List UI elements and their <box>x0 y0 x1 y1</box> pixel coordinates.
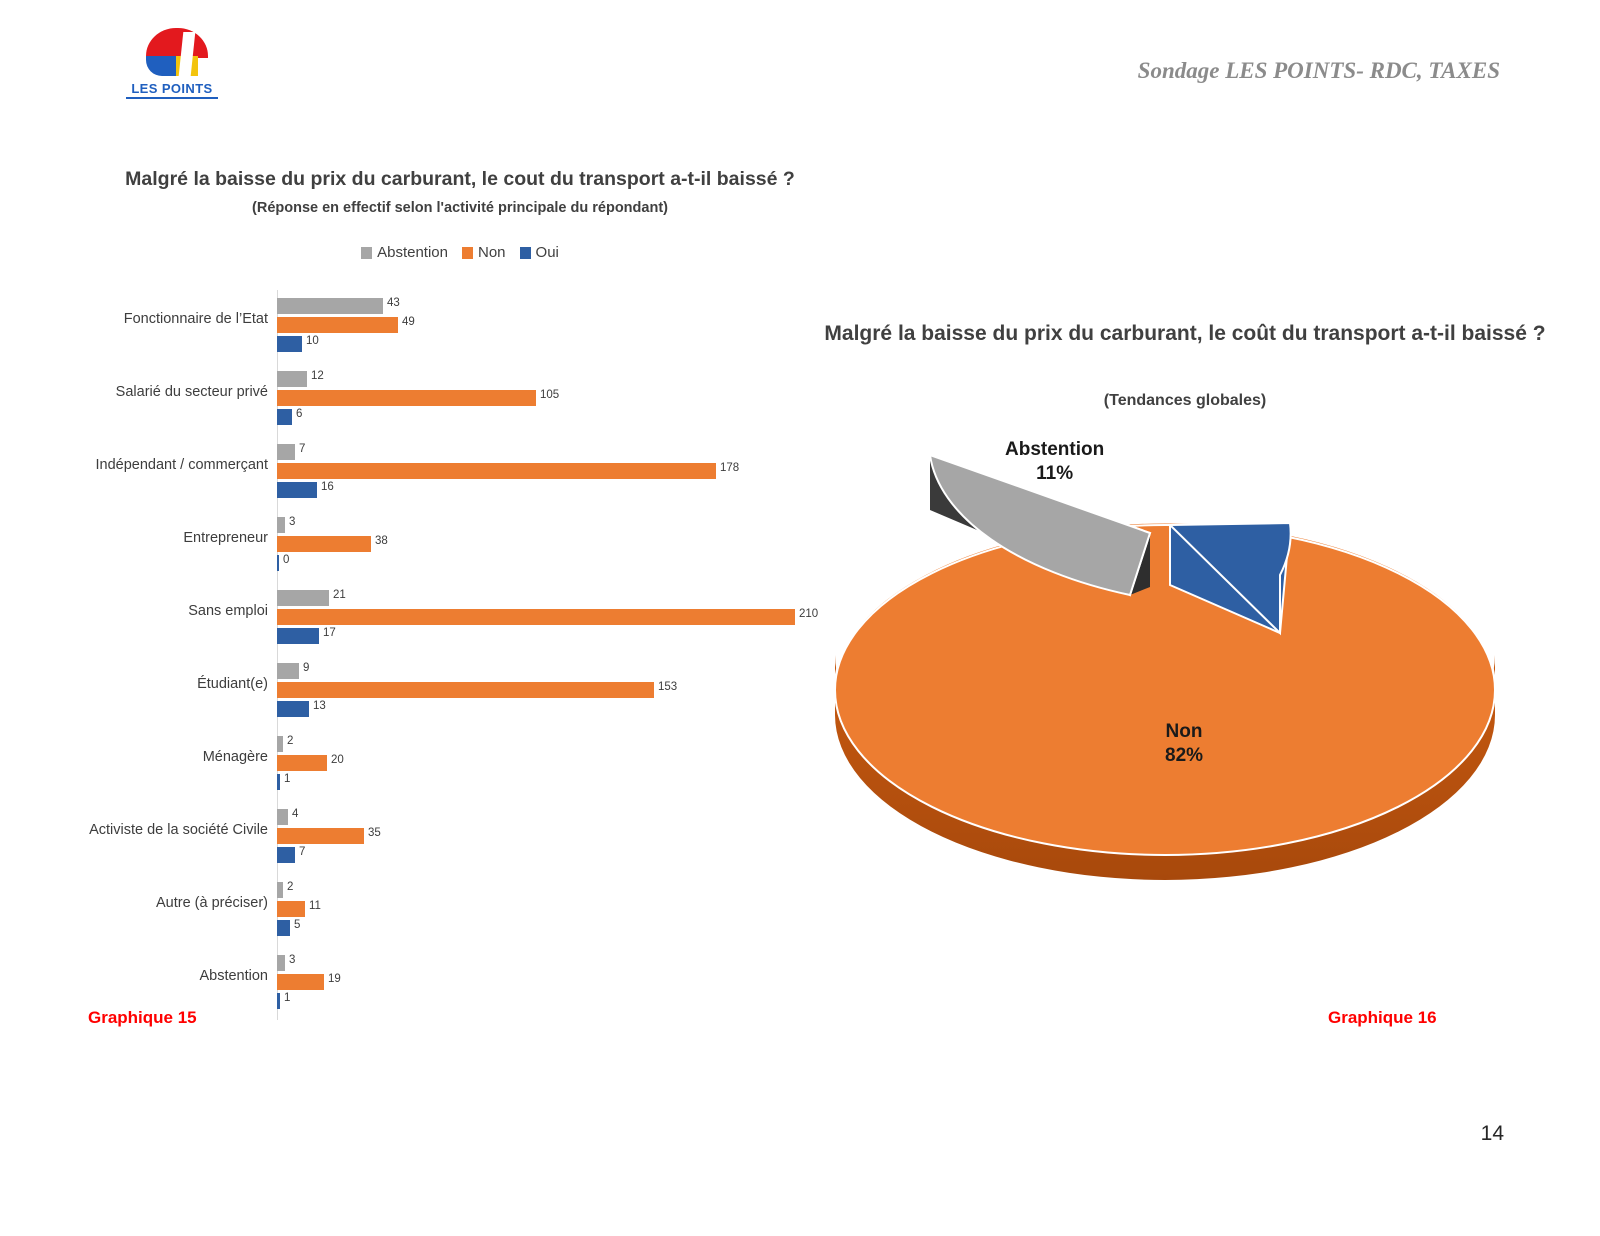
bar-abstention <box>277 736 283 752</box>
pie-chart-title: Malgré la baisse du prix du carburant, le coût du transport a-t-il baissé ? <box>824 322 1546 345</box>
bar-line-non <box>277 828 837 844</box>
legend-label-non: Non <box>478 244 506 261</box>
bar-abstention <box>277 298 383 314</box>
bar-line-abstention <box>277 590 837 606</box>
bar-value-non: 20 <box>331 754 344 766</box>
bar-line-non <box>277 682 837 698</box>
bar-line-non <box>277 536 837 552</box>
bar-oui <box>277 336 302 352</box>
bar-group <box>277 444 837 502</box>
bar-value-non: 178 <box>720 462 740 474</box>
bar-non <box>277 317 398 333</box>
pie-slice-non <box>835 522 1495 879</box>
bar-value-non: 38 <box>375 535 388 547</box>
bar-value-oui: 5 <box>294 919 301 931</box>
logo-mark <box>134 26 218 78</box>
header-title: Sondage LES POINTS- RDC, TAXES <box>1137 58 1500 83</box>
category-label: Salarié du secteur privé <box>115 384 268 400</box>
bar-abstention <box>277 882 283 898</box>
bar-abstention <box>277 663 299 679</box>
bar-line-abstention <box>277 371 837 387</box>
caption-graphique-15: Graphique 15 <box>88 1008 197 1027</box>
category-label: Entrepreneur <box>183 530 268 546</box>
pie-label-abstention-value: 11% <box>1036 462 1074 484</box>
bar-group-row <box>60 363 860 436</box>
bar-line-oui <box>277 847 837 863</box>
bar-value-oui: 10 <box>306 335 319 347</box>
pie-chart-subtitle: (Tendances globales) <box>1103 392 1267 409</box>
pie-label-non-name: Non <box>1165 721 1203 742</box>
bar-line-non <box>277 390 837 406</box>
bar-value-oui: 0 <box>283 554 290 566</box>
bar-line-abstention <box>277 882 837 898</box>
bar-abstention <box>277 444 295 460</box>
bar-chart-title: Malgré la baisse du prix du carburant, le cout du transport a-t-il baissé ? <box>125 168 795 190</box>
legend-swatch-abstention <box>361 247 372 259</box>
bar-value-abstention: 2 <box>287 881 294 893</box>
bar-line-abstention <box>277 517 837 533</box>
bar-line-abstention <box>277 809 837 825</box>
bar-chart-subtitle: (Réponse en effectif selon l'activité principale du répondant) <box>252 200 668 216</box>
bar-line-oui <box>277 482 837 498</box>
bar-line-oui <box>277 701 837 717</box>
bar-oui <box>277 555 279 571</box>
bar-non <box>277 536 371 552</box>
bar-value-non: 210 <box>799 608 819 620</box>
bar-oui <box>277 774 280 790</box>
bar-value-non: 19 <box>328 973 341 985</box>
bar-abstention <box>277 517 285 533</box>
bar-value-non: 105 <box>540 389 560 401</box>
category-label: Ménagère <box>202 749 268 765</box>
bar-line-oui <box>277 628 837 644</box>
category-label: Indépendant / commerçant <box>95 457 268 473</box>
bar-non <box>277 828 364 844</box>
bar-line-abstention <box>277 663 837 679</box>
bar-non <box>277 901 305 917</box>
logo-blue-shape <box>146 56 176 76</box>
bar-value-non: 11 <box>309 900 321 912</box>
bar-line-non <box>277 463 837 479</box>
bar-group-row <box>60 655 860 728</box>
bar-oui <box>277 409 292 425</box>
logo-red-shape <box>146 28 208 58</box>
bar-line-non <box>277 755 837 771</box>
pie-label-abstention <box>1005 438 1104 486</box>
bar-line-oui <box>277 555 837 571</box>
bar-line-non <box>277 974 837 990</box>
bar-value-oui: 16 <box>321 481 334 493</box>
legend-label-oui: Oui <box>535 244 559 261</box>
bar-group-row <box>60 582 860 655</box>
legend-label-abstention: Abstention <box>377 244 448 261</box>
bar-non <box>277 974 324 990</box>
bar-value-abstention: 3 <box>289 954 296 966</box>
logo <box>126 26 226 104</box>
bar-group-row <box>60 801 860 874</box>
bar-oui <box>277 701 309 717</box>
bar-value-abstention: 4 <box>292 808 299 820</box>
bar-abstention <box>277 590 329 606</box>
category-label: Activiste de la société Civile <box>89 822 268 838</box>
category-label: Fonctionnaire de l’Etat <box>123 311 268 327</box>
bar-line-oui <box>277 336 837 352</box>
bar-group-row <box>60 509 860 582</box>
bar-non <box>277 609 795 625</box>
bar-line-abstention <box>277 298 837 314</box>
bar-non <box>277 682 654 698</box>
bar-group <box>277 298 837 356</box>
bar-line-oui <box>277 993 837 1009</box>
bar-group-row <box>60 874 860 947</box>
bar-group <box>277 736 837 794</box>
pie-label-non <box>1165 720 1203 768</box>
bar-abstention <box>277 371 307 387</box>
bar-group <box>277 590 837 648</box>
bar-value-abstention: 2 <box>287 735 294 747</box>
pie-label-oui-value: 7% <box>1187 452 1215 474</box>
bar-value-oui: 6 <box>296 408 303 420</box>
bar-line-oui <box>277 774 837 790</box>
bar-group <box>277 663 837 721</box>
bar-chart-plot <box>60 290 860 1020</box>
bar-abstention <box>277 809 288 825</box>
bar-value-abstention: 43 <box>387 297 400 309</box>
bar-oui <box>277 628 319 644</box>
bar-value-abstention: 9 <box>303 662 310 674</box>
bar-value-non: 49 <box>402 316 415 328</box>
bar-non <box>277 755 327 771</box>
bar-value-oui: 13 <box>313 700 326 712</box>
bar-line-non <box>277 317 837 333</box>
bar-value-abstention: 21 <box>333 589 346 601</box>
bar-group <box>277 955 837 1013</box>
bar-group-row <box>60 290 860 363</box>
bar-oui <box>277 920 290 936</box>
bar-group <box>277 882 837 940</box>
bar-value-non: 153 <box>658 681 678 693</box>
category-label: Sans emploi <box>188 603 268 619</box>
legend-item-non <box>462 244 506 261</box>
bar-oui <box>277 482 317 498</box>
bar-value-oui: 1 <box>284 773 291 785</box>
bar-value-oui: 1 <box>284 992 291 1004</box>
bar-line-oui <box>277 920 837 936</box>
bar-line-abstention <box>277 955 837 971</box>
bar-non <box>277 390 536 406</box>
pie-label-oui <box>1185 428 1217 476</box>
page-number: 14 <box>1480 1122 1504 1145</box>
bar-line-non <box>277 609 837 625</box>
bar-value-non: 35 <box>368 827 381 839</box>
legend-item-oui <box>520 244 559 261</box>
bar-chart <box>60 150 860 1040</box>
category-label: Étudiant(e) <box>197 676 268 692</box>
pie-chart <box>790 310 1580 990</box>
bar-value-abstention: 12 <box>311 370 324 382</box>
category-label: Autre (à préciser) <box>155 895 268 911</box>
bar-abstention <box>277 955 285 971</box>
bar-line-oui <box>277 409 837 425</box>
bar-value-abstention: 3 <box>289 516 296 528</box>
legend-swatch-non <box>462 247 473 259</box>
bar-value-oui: 7 <box>299 846 306 858</box>
category-label: Abstention <box>199 968 268 984</box>
legend-item-abstention <box>361 244 448 261</box>
bar-non <box>277 463 716 479</box>
bar-oui <box>277 993 280 1009</box>
pie-label-oui-name: Oui <box>1185 429 1217 450</box>
bar-group-row <box>60 728 860 801</box>
logo-wordmark: LES POINTS <box>126 81 218 99</box>
bar-line-abstention <box>277 736 837 752</box>
legend-swatch-oui <box>520 247 531 259</box>
bar-group-row <box>60 436 860 509</box>
caption-graphique-16: Graphique 16 <box>1328 1008 1437 1027</box>
bar-line-non <box>277 901 837 917</box>
bar-group <box>277 517 837 575</box>
bar-chart-legend <box>60 244 860 261</box>
bar-group <box>277 809 837 867</box>
pie-label-abstention-name: Abstention <box>1005 439 1105 460</box>
bar-group <box>277 371 837 429</box>
pie-label-non-value: 82% <box>1165 744 1204 766</box>
pie-chart-graphic <box>800 415 1530 935</box>
bar-line-abstention <box>277 444 837 460</box>
bar-oui <box>277 847 295 863</box>
bar-value-abstention: 7 <box>299 443 306 455</box>
bar-value-oui: 17 <box>323 627 336 639</box>
